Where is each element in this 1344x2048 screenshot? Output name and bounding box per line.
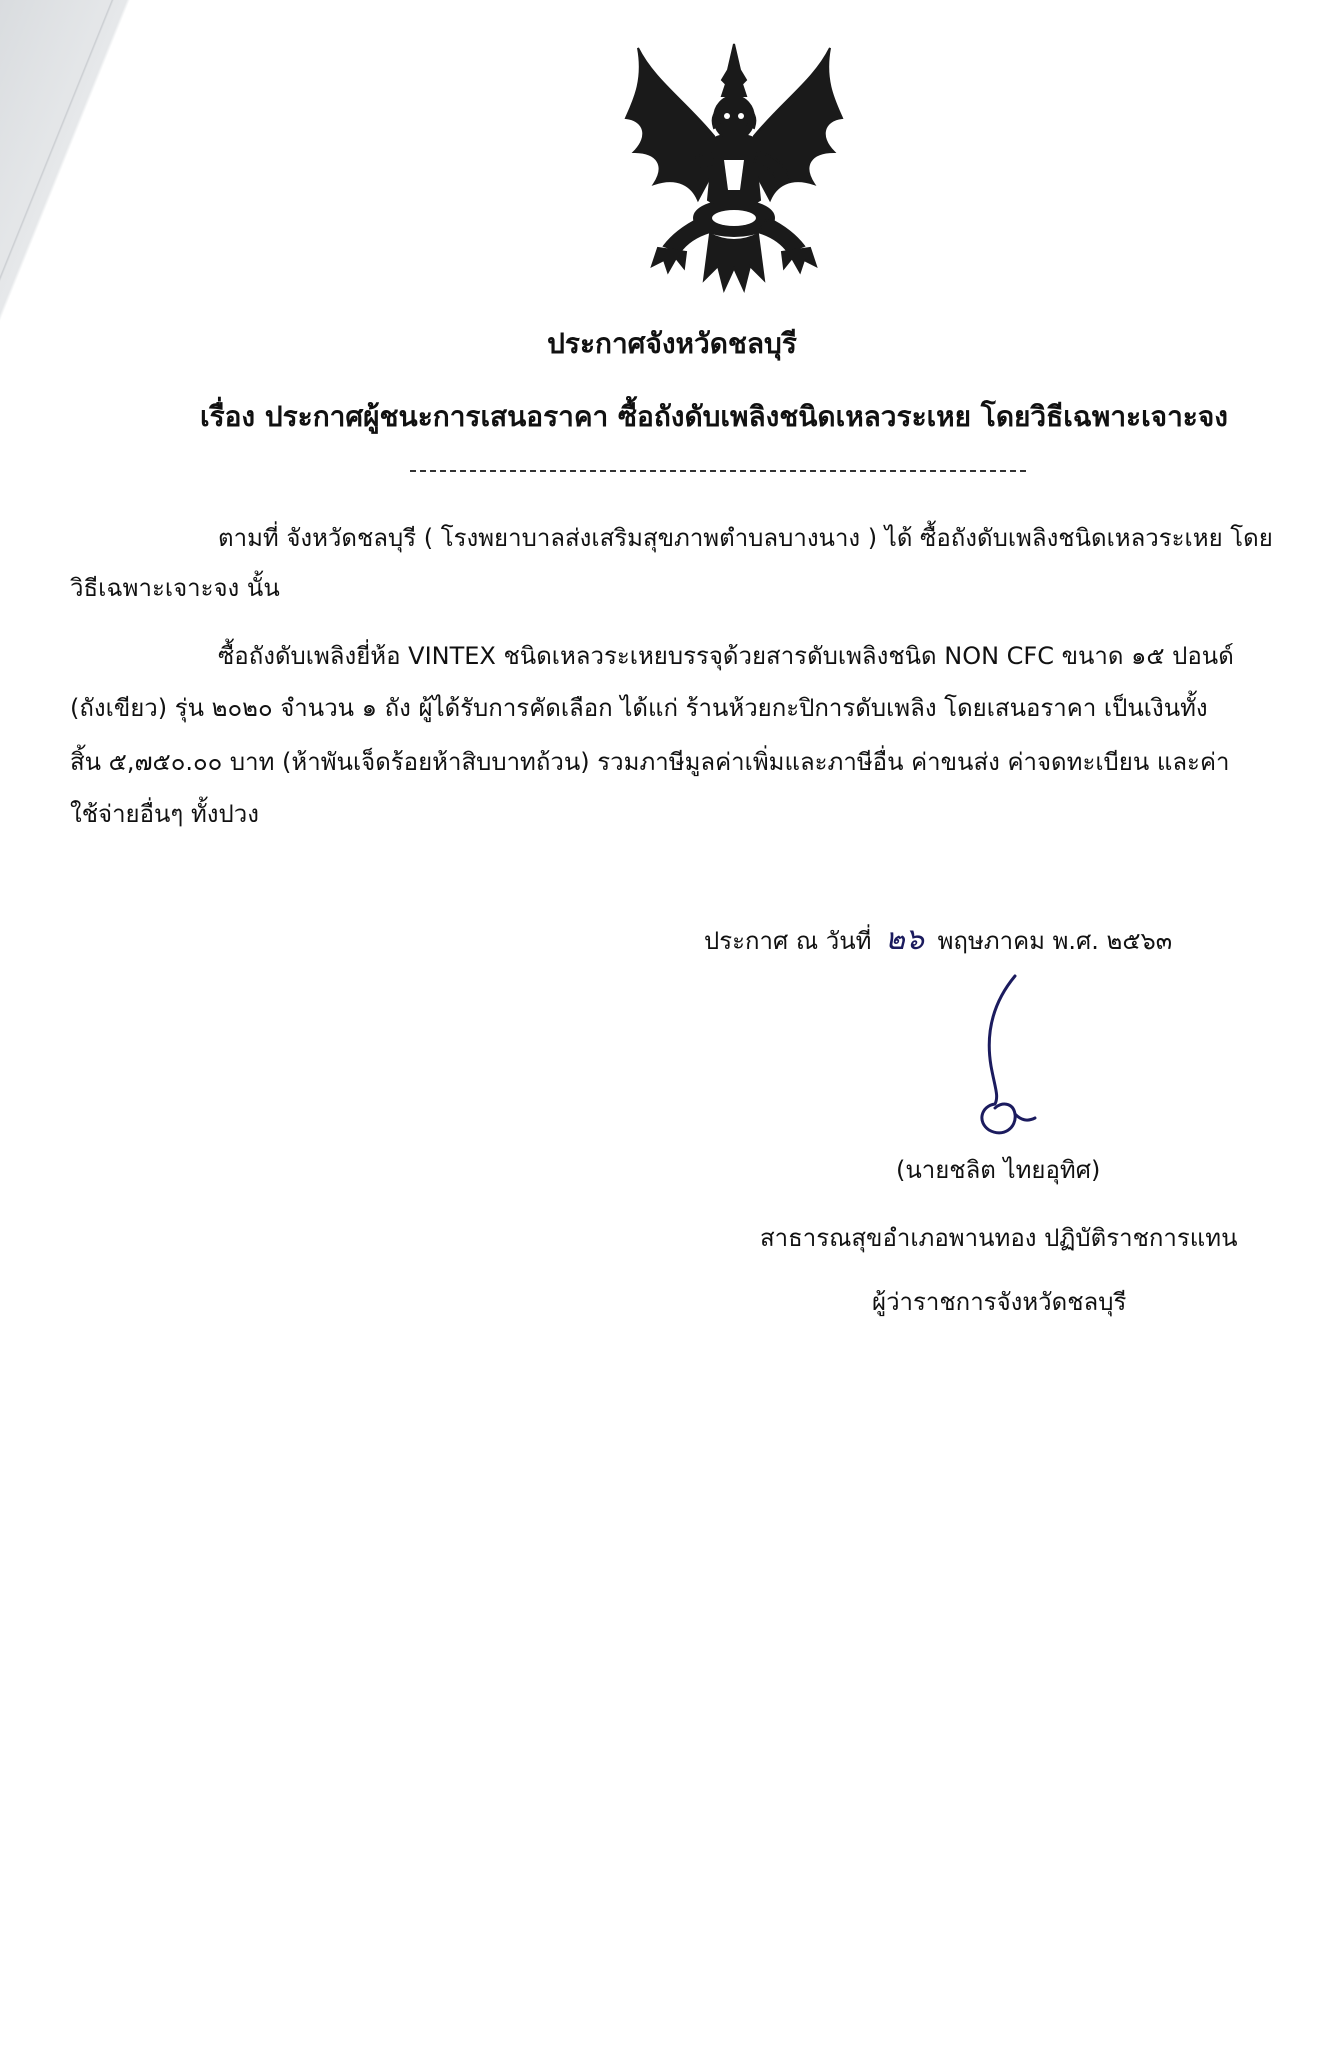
garuda-emblem-icon xyxy=(614,40,854,300)
paper-edge-line xyxy=(0,0,150,360)
paragraph-2-line-3: สิ้น ๕,๗๕๐.๐๐ บาท (ห้าพันเจ็ดร้อยห้าสิบบาทถ้วน) รวมภาษีมูลค่าเพิ่มและภาษีอื่น ค่าขนส่ง ค่าจดทะเบียน และค่า xyxy=(70,748,1230,776)
paragraph-1-line-1: ตามที่ จังหวัดชลบุรี ( โรงพยาบาลส่งเสริมสุขภาพตำบลบางนาง ) ได้ ซื้อถังดับเพลิงชนิดเหลวระเหย โดย xyxy=(218,524,1273,552)
announcement-title: ประกาศจังหวัดชลบุรี xyxy=(547,327,797,360)
signatory-position: สาธารณสุขอำเภอพานทอง ปฏิบัติราชการแทน xyxy=(760,1224,1238,1252)
date-month-year: พฤษภาคม พ.ศ. ๒๕๖๓ xyxy=(937,927,1173,955)
signature-icon xyxy=(955,970,1045,1140)
title-divider xyxy=(410,470,1026,472)
paragraph-2-line-4: ใช้จ่ายอื่นๆ ทั้งปวง xyxy=(70,800,259,828)
paragraph-2-line-1: ซื้อถังดับเพลิงยี่ห้อ VINTEX ชนิดเหลวระเหยบรรจุด้วยสารดับเพลิงชนิด NON CFC ขนาด ๑๕ ปอนด์ xyxy=(218,642,1234,670)
announcement-subject: เรื่อง ประกาศผู้ชนะการเสนอราคา ซื้อถังดับเพลิงชนิดเหลวระเหย โดยวิธีเฉพาะเจาะจง xyxy=(200,400,1228,433)
date-prefix: ประกาศ ณ วันที่ xyxy=(704,927,872,955)
announcement-date xyxy=(704,916,1172,963)
date-day-handwritten: ๒๖ xyxy=(885,922,924,957)
signatory-office: ผู้ว่าราชการจังหวัดชลบุรี xyxy=(872,1288,1127,1316)
paragraph-2-line-2: (ถังเขียว) รุ่น ๒๐๒๐ จำนวน ๑ ถัง ผู้ได้รับการคัดเลือก ได้แก่ ร้านห้วยกะปิการดับเพลิง โดยเสนอราคา เป็นเงินทั้ง xyxy=(70,694,1208,722)
paragraph-1-line-2: วิธีเฉพาะเจาะจง นั้น xyxy=(70,574,280,602)
signatory-name: (นายชลิต ไทยอุทิศ) xyxy=(896,1156,1101,1184)
